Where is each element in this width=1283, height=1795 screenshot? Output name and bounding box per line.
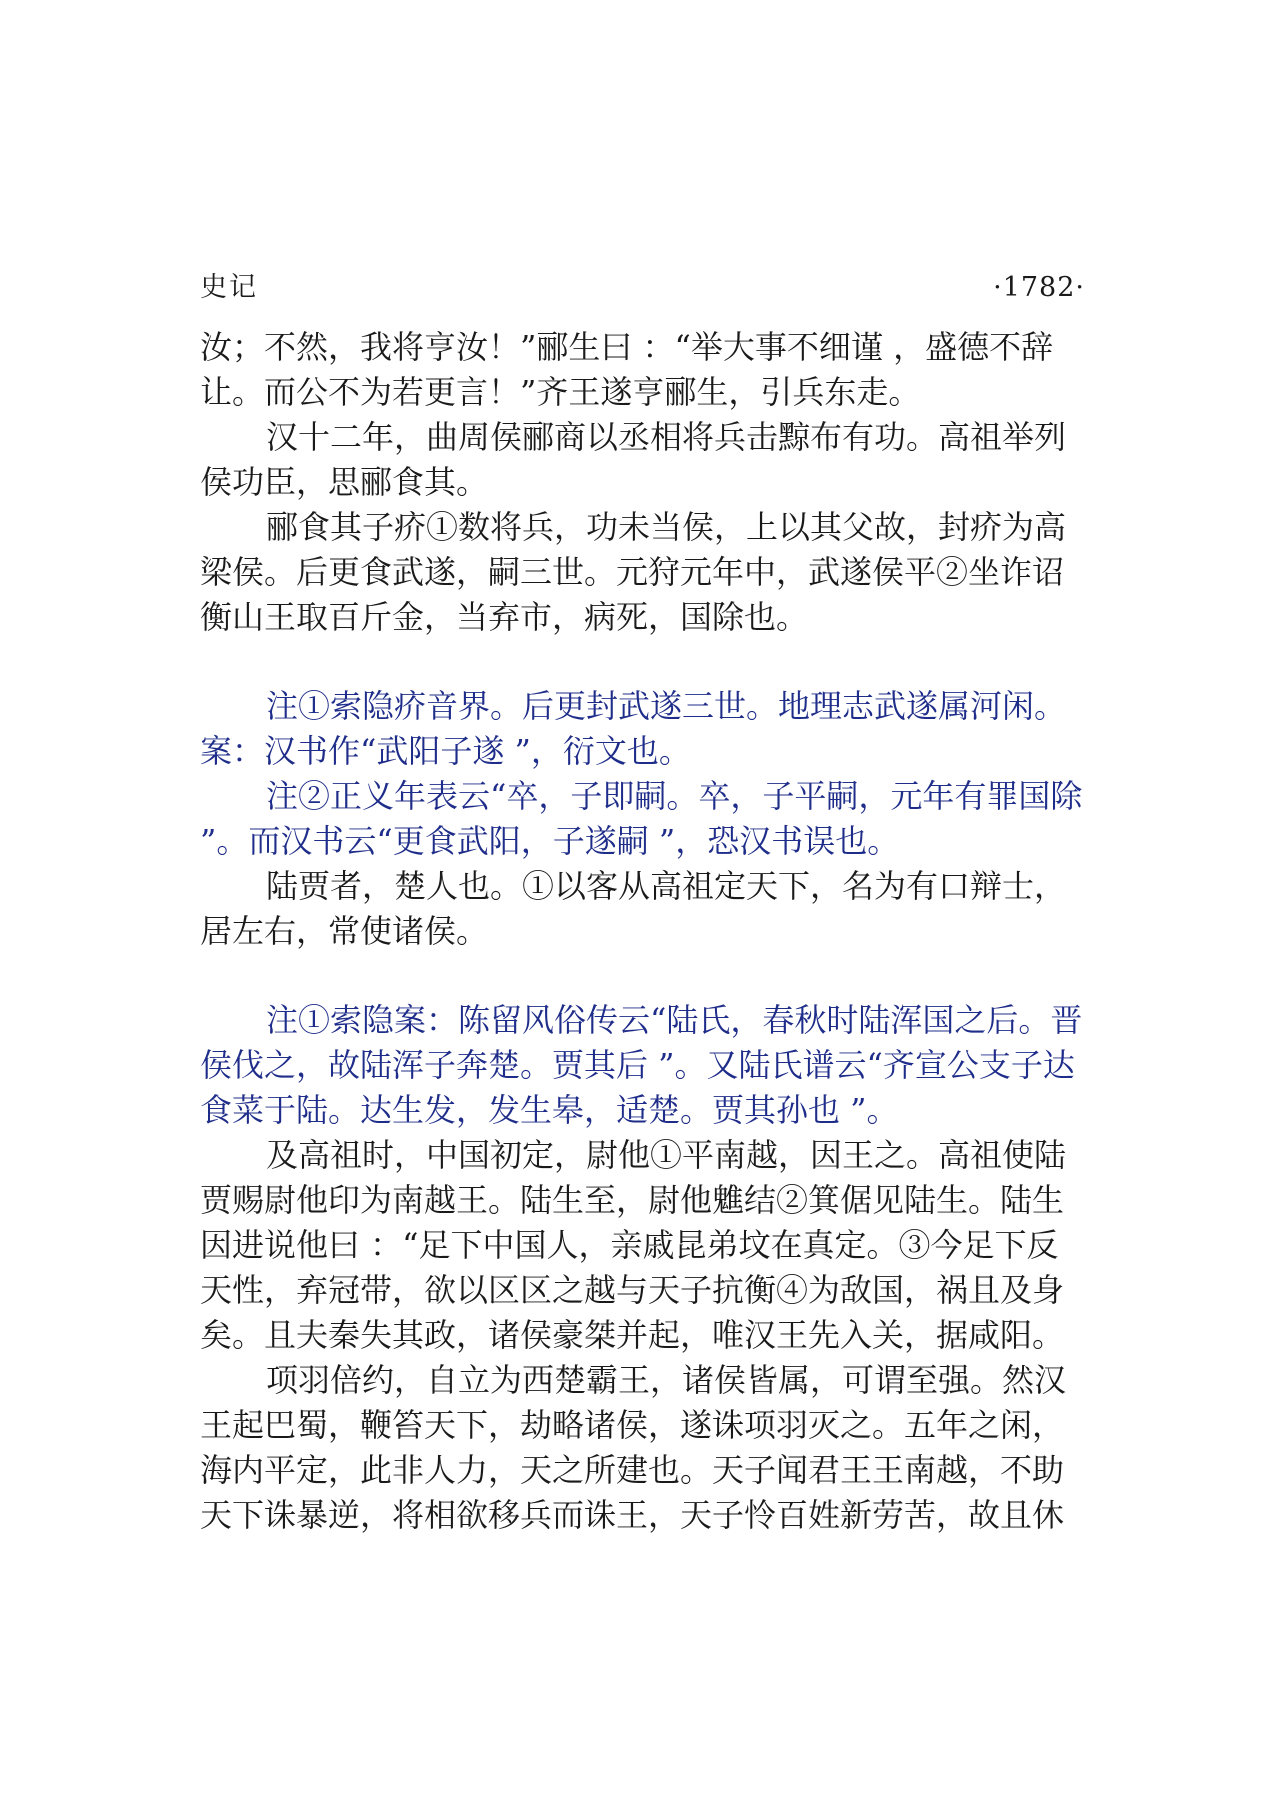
book-page	[200, 265, 1085, 1538]
page-header	[200, 265, 1085, 325]
spacer	[200, 954, 1085, 998]
page-number: ·1782·	[993, 272, 1085, 303]
note-paragraph-3: 注①索隐案：陈留风俗传云“陆氏，春秋时陆浑国之后。晋侯伐之，故陆浑子奔楚。贾其后 ”。又陆氏谱云“齐宣公支子达食菜于陆。达生发，发生皋，适楚。贾其孙也 ”。	[200, 1001, 1083, 1129]
spacer	[200, 640, 1085, 684]
paragraph-4: 陆贾者，楚人也。①以客从高祖定天下，名为有口辩士，居左右，常使诸侯。	[200, 867, 1067, 950]
paragraph-3: 郦食其子疥①数将兵，功未当侯，上以其父故，封疥为高梁侯。后更食武遂，嗣三世。元狩元年中，武遂侯平②坐诈诏衡山王取百斤金，当弃市，病死，国除也。	[200, 508, 1067, 636]
note-paragraph-1: 注①索隐疥音界。后更封武遂三世。地理志武遂属河闲。案：汉书作“武阳子遂 ”，衍文也。	[200, 687, 1067, 770]
note-paragraph-2: 注②正义年表云“卒，子即嗣。卒，子平嗣，元年有罪国除 ”。而汉书云“更食武阳，子遂嗣 ”，恐汉书误也。	[200, 777, 1083, 860]
paragraph-2: 汉十二年，曲周侯郦商以丞相将兵击黥布有功。高祖举列侯功臣，思郦食其。	[200, 418, 1067, 501]
paragraph-1: 汝；不然，我将亨汝！”郦生曰 ：“举大事不细谨 ，盛德不辞让。而公不为若更言！”齐王遂亨郦生，引兵东走。	[200, 328, 1054, 411]
book-title: 史记	[200, 272, 258, 303]
paragraph-5: 及高祖时，中国初定，尉他①平南越，因王之。高祖使陆贾赐尉他印为南越王。陆生至，尉他魋结②箕倨见陆生。陆生因进说他曰 ：“足下中国人，亲戚昆弟坟在真定。③今足下反天性，弃冠带，欲以区区之越与天子抗衡④为敌国，祸且及身矣。且夫秦失其政，诸侯豪桀并起，唯汉王先入关，据咸阳。	[200, 1136, 1067, 1354]
body-text	[200, 325, 1085, 1538]
paragraph-6: 项羽倍约，自立为西楚霸王，诸侯皆属，可谓至强。然汉王起巴蜀，鞭笞天下，劫略诸侯，遂诛项羽灭之。五年之闲，海内平定，此非人力，天之所建也。天子闻君王王南越，不助天下诛暴逆，将相欲移兵而诛王，天子怜百姓新劳苦，故且休	[200, 1361, 1067, 1534]
